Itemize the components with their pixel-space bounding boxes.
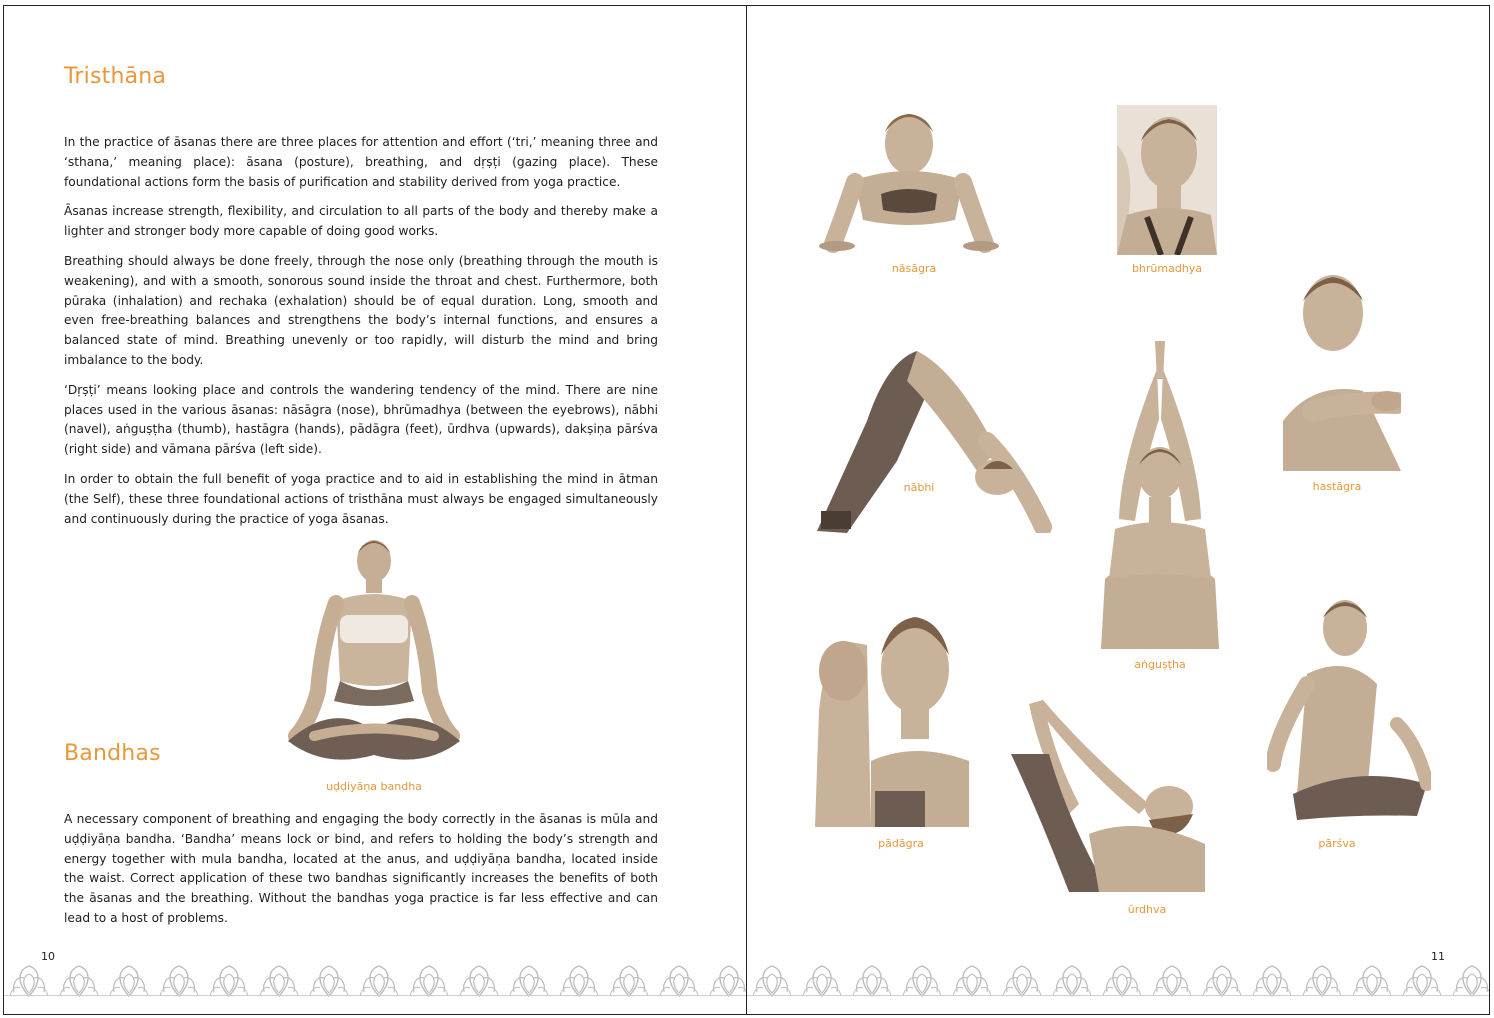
bandhas-paragraph: A necessary component of breathing and engaging the body correctly in the āsanas is mūla and uḍḍiyāṇa bandha. ‘Bandha’ means lock or bind, and refers to holding the body’s strength and energy together with mula bandha, located at the anus, and uḍḍiyāṇa bandha, located inside the waist. Correct application of these two bandhas significantly increases the benefits of both the āsanas and the breathing. Without the bandhas yoga practice is far less effective and can lead to a host of problems. bbox=[64, 812, 658, 925]
lotus-ornament-icon bbox=[1047, 962, 1097, 1002]
foot-raised-figure-icon bbox=[815, 591, 969, 827]
uddiyana-bandha-photo bbox=[274, 531, 474, 776]
seated-reach-figure-icon bbox=[1009, 694, 1205, 892]
lotus-ornament-icon bbox=[54, 962, 104, 1002]
tristhana-paragraph-2: Āsanas increase strength, flexibility, and circulation to all parts of the body and thereby make a lighter and stronger body more capable of doing good works. bbox=[64, 204, 658, 239]
footer-rule-right bbox=[747, 995, 1490, 996]
tristhana-paragraph-4: ‘Dṛṣṭi’ means looking place and controls the wandering tendency of the mind. There are nine places used in the various āsanas: nāsāgra (nose), bhrūmadhya (between the eyebrows), nābhi (navel), aṅguṣṭha (thumb), hastāgra (hands), pādāgra (feet), ūrdhva (upwards), dakṣiṇa pārśva (right side) and vāmana pārśva (left side). bbox=[64, 382, 658, 457]
lotus-ornament-icon bbox=[947, 962, 997, 1002]
seated-figure-icon bbox=[274, 531, 474, 776]
lotus-ornament-icon bbox=[554, 962, 604, 1002]
nabhi-photo bbox=[807, 341, 1063, 533]
lotus-ornament-icon bbox=[1097, 962, 1147, 1002]
twist-figure-icon bbox=[1267, 594, 1431, 824]
lotus-ornament-icon bbox=[1347, 962, 1397, 1002]
lotus-ornament-icon bbox=[897, 962, 947, 1002]
lotus-ornament-icon bbox=[997, 962, 1047, 1002]
footer-rule-left bbox=[4, 995, 747, 996]
lotus-ornament-icon bbox=[154, 962, 204, 1002]
lotus-ornament-icon bbox=[1397, 962, 1447, 1002]
tristhana-paragraph-5: In order to obtain the full benefit of yoga practice and to aid in establishing the mind in ātman (the Self), these three foundational actions of tristhāna must always be engaged simultaneously and continuously during the practice of yoga āsanas. bbox=[64, 471, 658, 526]
nasagra-caption: nāsāgra bbox=[891, 262, 937, 275]
lotus-ornament-icon bbox=[504, 962, 554, 1002]
lotus-ornament-icon bbox=[104, 962, 154, 1002]
nabhi-caption: nābhi bbox=[903, 481, 935, 494]
lotus-ornament-icon bbox=[404, 962, 454, 1002]
pushup-figure-icon bbox=[815, 102, 1003, 254]
hastagra-caption: hastāgra bbox=[1312, 480, 1362, 493]
nasagra-photo bbox=[815, 102, 1003, 254]
lotus-ornament-icon bbox=[1447, 962, 1490, 1002]
ornament-border-left bbox=[4, 962, 747, 1002]
tristhana-paragraph-3: Breathing should always be done freely, through the nose only (breathing through the mouth is weakening), and with a smooth, sonorous sound inside the throat and chest. Furthermore, both pūraka (inhalation) and rechaka (exhalation) should be of equal duration. Long, smooth and even free-breathing balances and strengthens the body’s internal functions, and ensures a balanced state of mind. Breathing unevenly or too rapidly, will disturb the mind and bring imbalance to the body. bbox=[64, 253, 658, 367]
ornament-border-right bbox=[747, 962, 1490, 1002]
lotus-ornament-icon bbox=[797, 962, 847, 1002]
lotus-ornament-icon bbox=[4, 962, 54, 1002]
lotus-ornament-icon bbox=[304, 962, 354, 1002]
tristhana-body bbox=[64, 133, 658, 539]
page-number-left: 10 bbox=[41, 950, 55, 963]
lotus-ornament-icon bbox=[604, 962, 654, 1002]
padagra-caption: pādāgra bbox=[878, 837, 924, 850]
tristhana-heading: Tristhāna bbox=[64, 64, 167, 89]
lotus-ornament-icon bbox=[204, 962, 254, 1002]
tristhana-paragraph-1: In the practice of āsanas there are three places for attention and effort (‘tri,’ meaning three and ‘sthana,’ meaning place): āsana (posture), breathing, and dṛṣṭi (gazing place). These foundational actions form the basis of purification and stability derived from yoga practice. bbox=[64, 135, 658, 189]
lotus-ornament-icon bbox=[654, 962, 704, 1002]
urdhva-caption: ūrdhva bbox=[1127, 903, 1167, 916]
arm-extended-figure-icon bbox=[1273, 261, 1401, 471]
bandhas-body bbox=[64, 810, 658, 939]
angustha-caption: aṅguṣṭha bbox=[1134, 658, 1186, 671]
lotus-ornament-icon bbox=[1147, 962, 1197, 1002]
bhrumadhya-photo bbox=[1117, 105, 1217, 255]
parsva-caption: pārśva bbox=[1318, 837, 1356, 850]
downward-dog-figure-icon bbox=[807, 341, 1063, 533]
bhrumadhya-caption: bhrūmadhya bbox=[1131, 262, 1203, 275]
uddiyana-bandha-caption: uḍḍiyāṇa bandha bbox=[326, 780, 422, 793]
right-page bbox=[746, 5, 1490, 1015]
lotus-ornament-icon bbox=[454, 962, 504, 1002]
lotus-ornament-icon bbox=[254, 962, 304, 1002]
urdhva-photo bbox=[1009, 694, 1205, 892]
hastagra-photo bbox=[1273, 261, 1401, 471]
lotus-ornament-icon bbox=[747, 962, 797, 1002]
lotus-ornament-icon bbox=[847, 962, 897, 1002]
lotus-ornament-icon bbox=[704, 962, 747, 1002]
lotus-ornament-icon bbox=[354, 962, 404, 1002]
bandhas-heading: Bandhas bbox=[64, 741, 161, 766]
head-tilted-figure-icon bbox=[1117, 105, 1217, 255]
left-page bbox=[3, 5, 747, 1015]
page-number-right: 11 bbox=[1431, 950, 1445, 963]
padagra-photo bbox=[815, 591, 969, 827]
angustha-photo bbox=[1101, 339, 1219, 649]
lotus-ornament-icon bbox=[1297, 962, 1347, 1002]
arms-raised-figure-icon bbox=[1101, 339, 1219, 649]
lotus-ornament-icon bbox=[1197, 962, 1247, 1002]
parsva-photo bbox=[1267, 594, 1431, 824]
lotus-ornament-icon bbox=[1247, 962, 1297, 1002]
